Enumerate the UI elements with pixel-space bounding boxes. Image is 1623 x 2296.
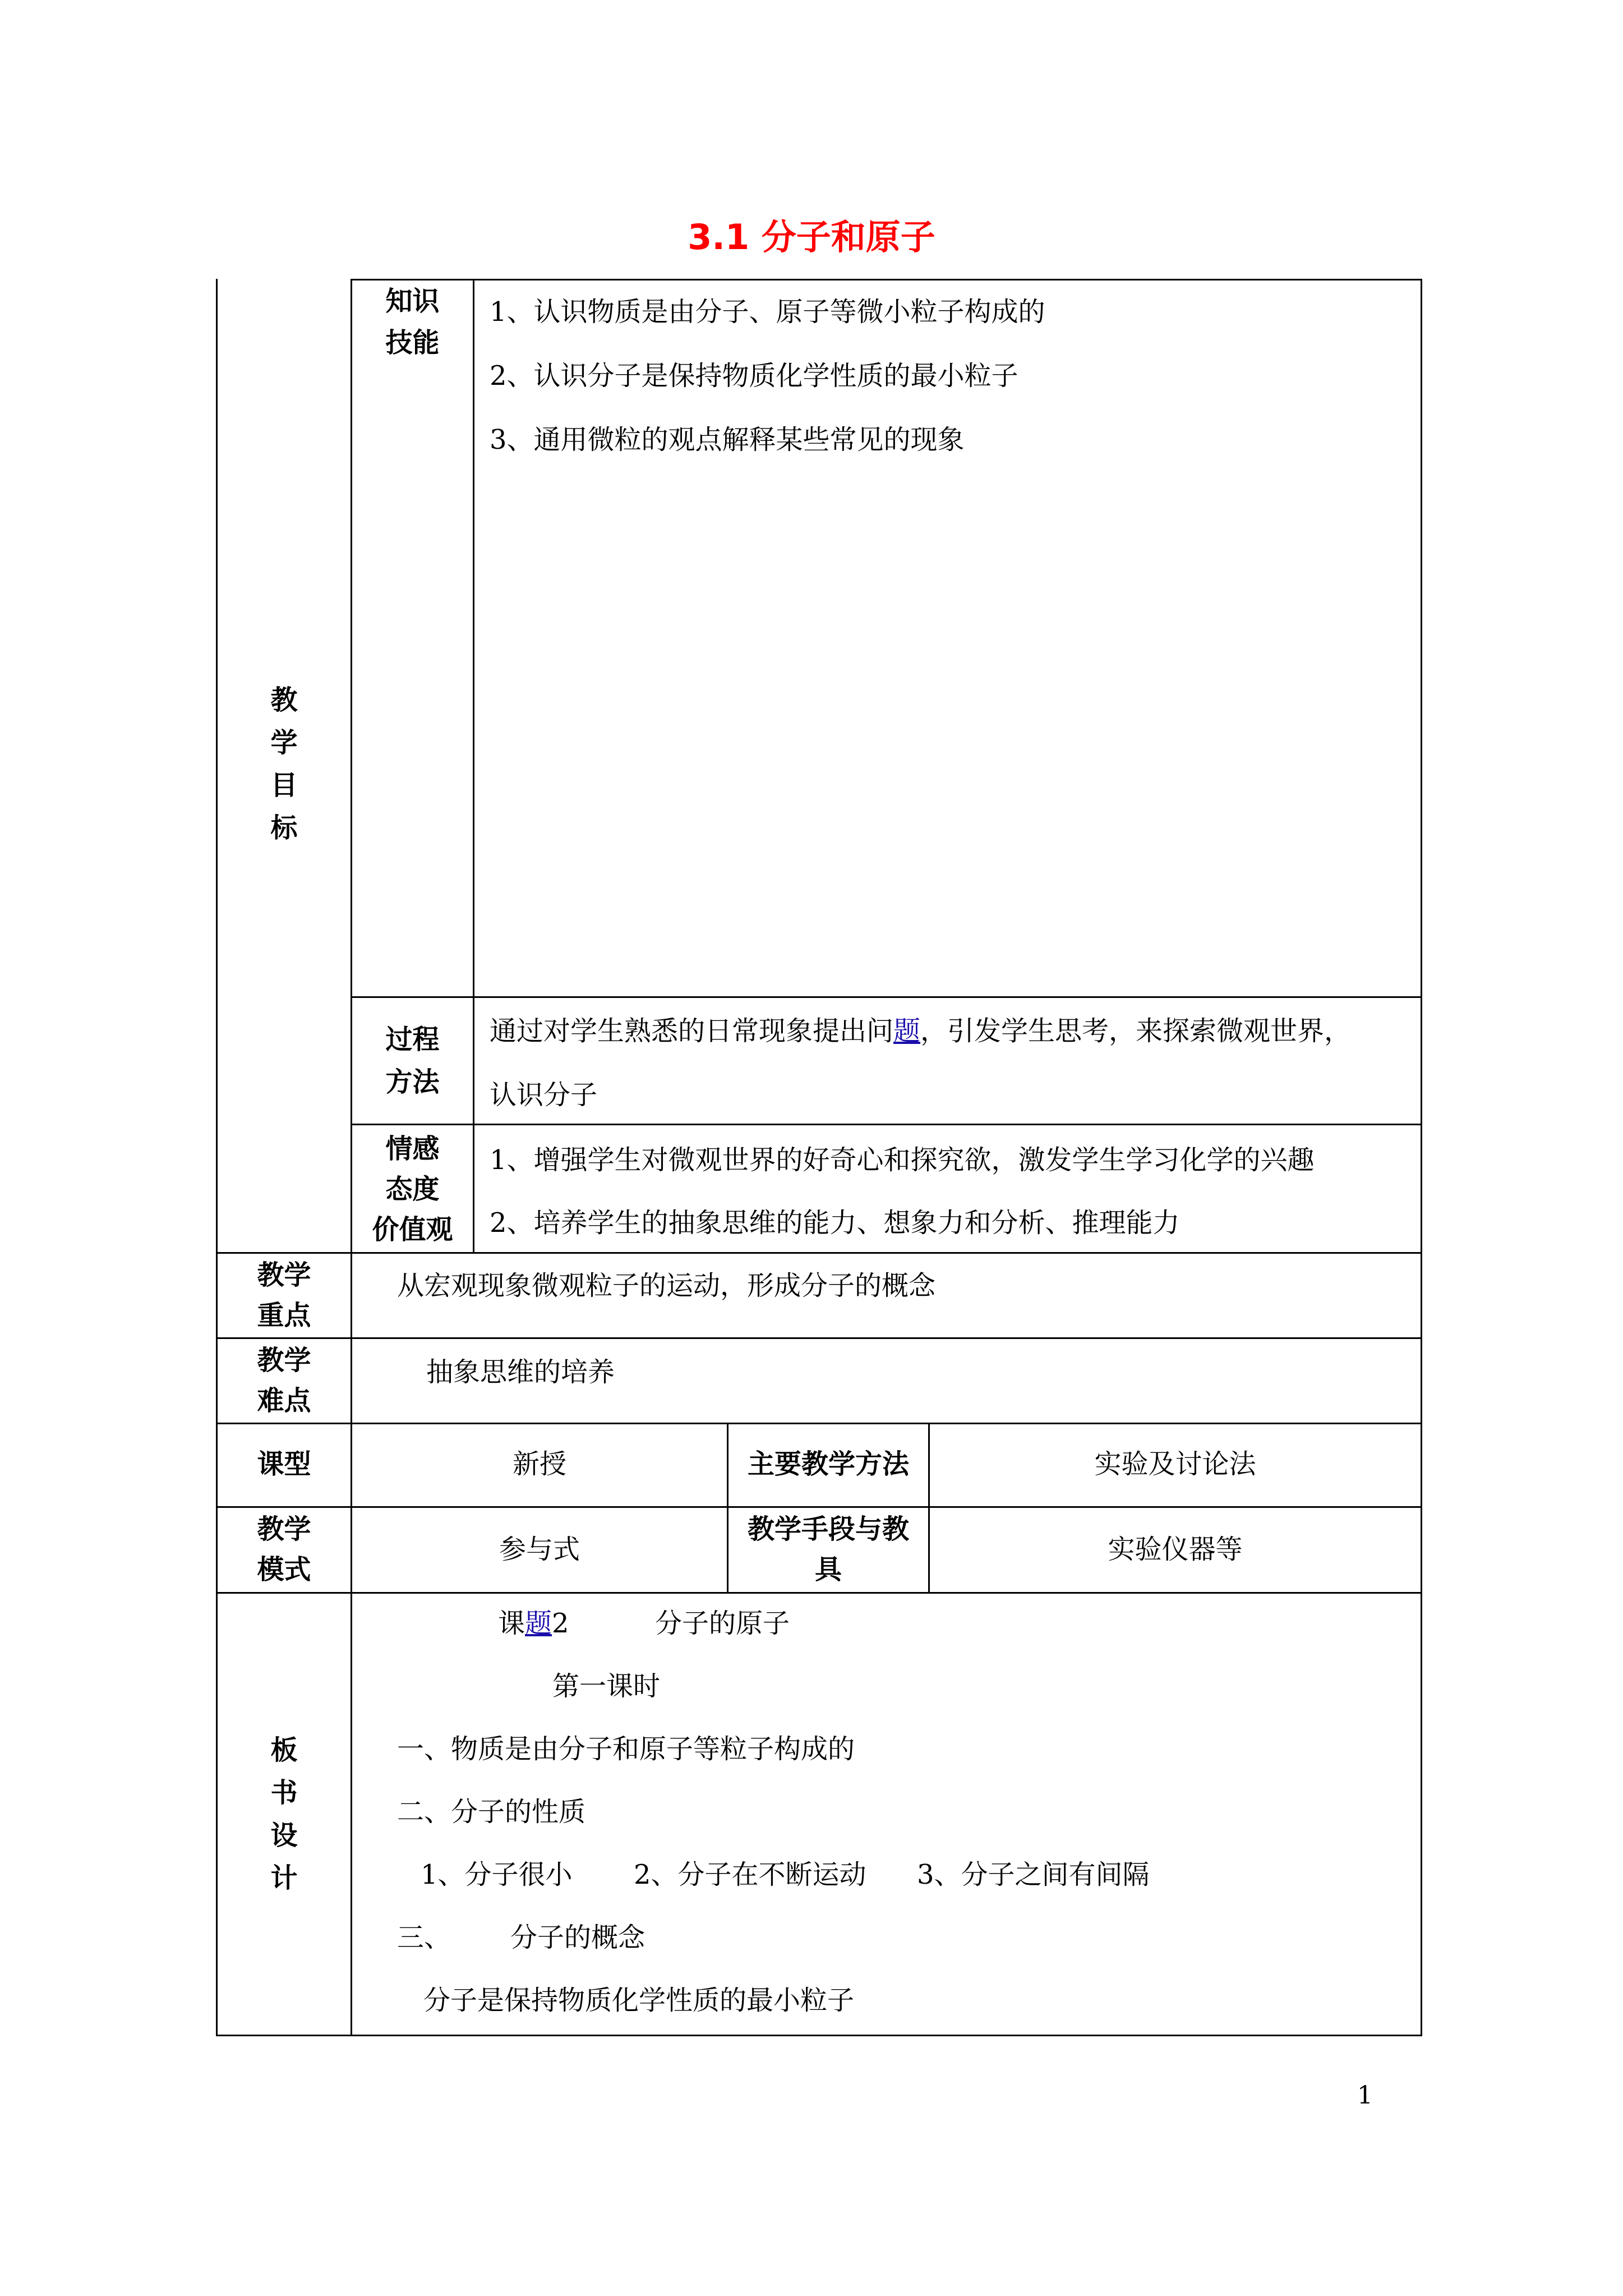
mode-value: 参与式 [499, 1534, 580, 1565]
knowledge-item-1: 1、认识物质是由分子、原子等微小粒子构成的 [490, 296, 1045, 328]
topic-link[interactable]: 题 [893, 1015, 921, 1047]
board-topic: 课题2 [498, 1608, 569, 1639]
knowledge-item-2: 2、认识分子是保持物质化学性质的最小粒子 [490, 360, 1018, 392]
page-number: 1 [1357, 2081, 1373, 2110]
knowledge-label: 知识 技能 [385, 286, 440, 358]
board-period: 第一课时 [552, 1671, 661, 1702]
board-line-4: 分子是保持物质化学性质的最小粒子 [423, 1985, 855, 2016]
emotion-item-1: 1、增强学生对微观世界的好奇心和探究欲，激发学生学习化学的兴趣 [490, 1144, 1315, 1176]
page-title: 3.1 分子和原子 [688, 217, 935, 257]
emotion-label: 情感 态度 价值观 [372, 1133, 453, 1245]
board-prop-2: 2、分子在不断运动 [634, 1859, 866, 1890]
board-prop-3: 3、分子之间有间隔 [917, 1859, 1150, 1890]
process-line-2: 认识分子 [490, 1079, 598, 1111]
board-line-3-text: 分子的概念 [510, 1922, 645, 1953]
difficulty-text: 抽象思维的培养 [426, 1356, 615, 1388]
process-line-1: 通过对学生熟悉的日常现象提出问题，引发学生思考，来探索微观世界， [490, 1015, 1352, 1047]
board-line-3-num: 三、 [397, 1922, 451, 1953]
lesson-type-label: 课型 [257, 1448, 311, 1480]
mode-label: 教学 模式 [257, 1513, 311, 1585]
board-topic-link[interactable]: 题 [525, 1608, 552, 1639]
knowledge-item-3: 3、通用微粒的观点解释某些常见的现象 [490, 424, 965, 455]
board-prop-1: 1、分子很小 [421, 1859, 573, 1890]
key-point-text: 从宏观现象微观粒子的运动，形成分子的概念 [397, 1270, 936, 1301]
emotion-item-2: 2、培养学生的抽象思维的能力、想象力和分析、推理能力 [490, 1207, 1180, 1239]
method-value: 实验及讨论法 [1094, 1448, 1256, 1480]
lesson-type-value: 新授 [512, 1448, 566, 1480]
board-topic-name: 分子的原子 [655, 1608, 790, 1639]
process-label: 过程 方法 [385, 1024, 440, 1098]
goals-label: 教 学 目 标 [270, 684, 298, 844]
difficulty-label: 教学 难点 [257, 1345, 311, 1416]
means-value: 实验仪器等 [1108, 1534, 1243, 1565]
board-label: 板 书 设 计 [270, 1734, 298, 1894]
means-label: 教学手段与教 具 [747, 1513, 909, 1585]
board-line-1: 一、物质是由分子和原子等粒子构成的 [397, 1733, 855, 1765]
method-label: 主要教学方法 [747, 1448, 909, 1480]
key-point-label: 教学 重点 [257, 1259, 311, 1331]
board-line-2: 二、分子的性质 [397, 1796, 586, 1828]
